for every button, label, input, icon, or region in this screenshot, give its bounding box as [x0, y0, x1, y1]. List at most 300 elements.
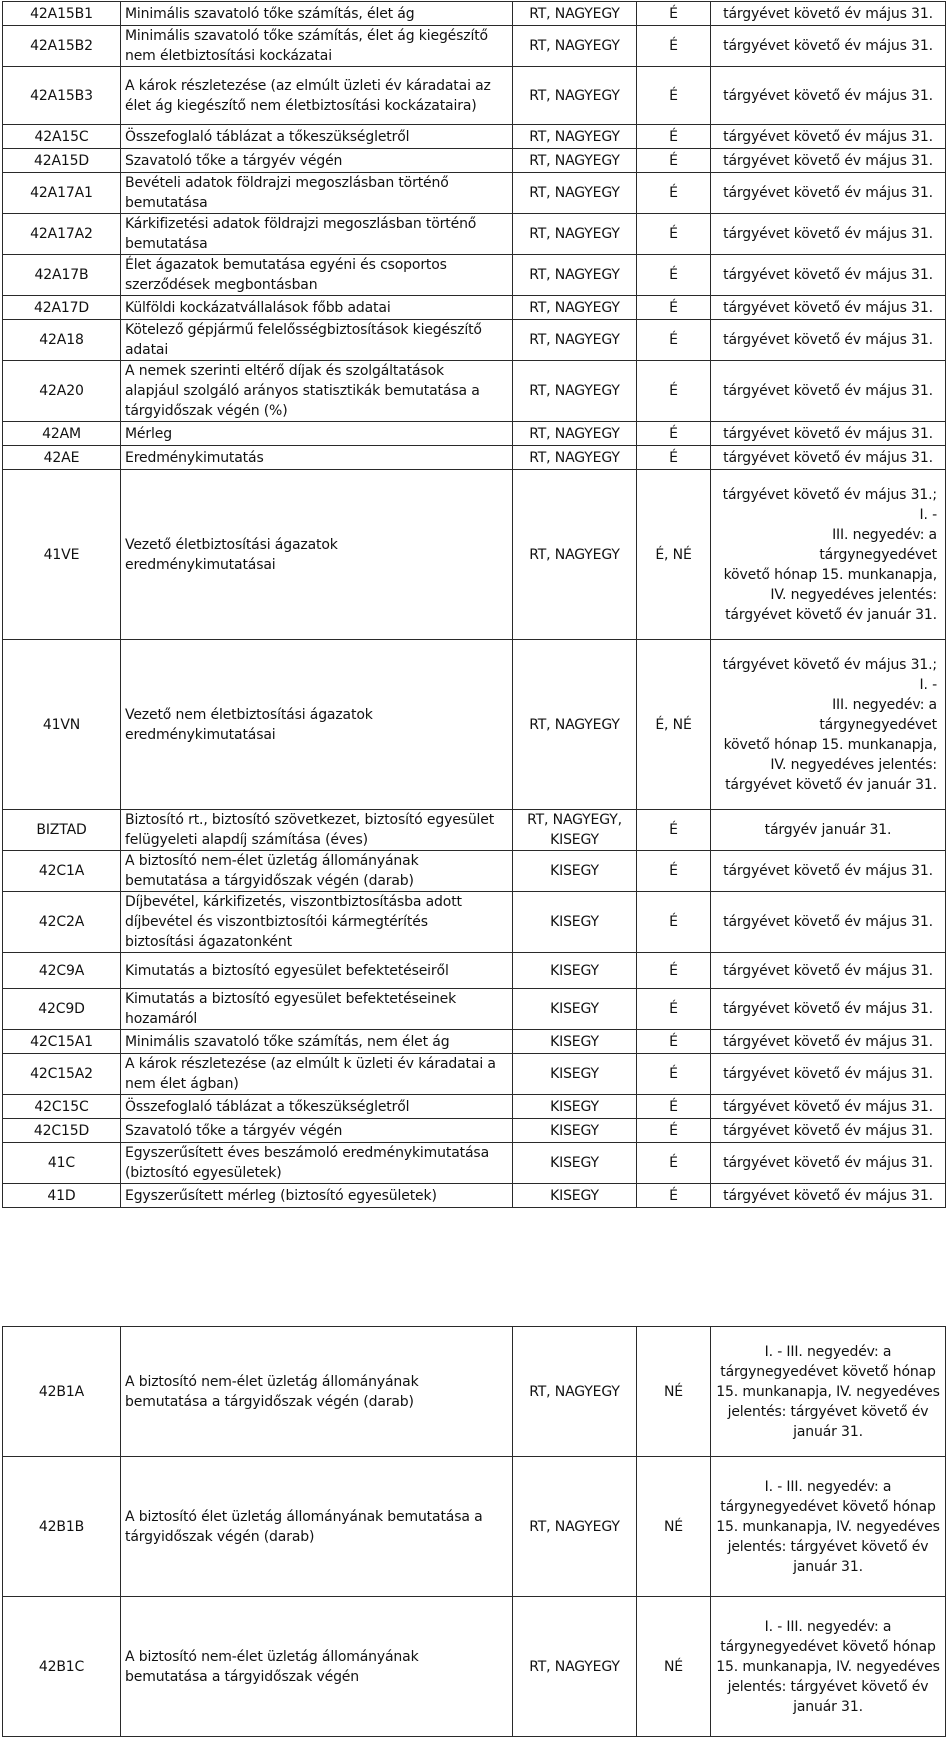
- scope-text: KISEGY: [550, 1122, 599, 1139]
- scope-text: RT, NAGYEGY: [529, 1383, 620, 1400]
- scope-text: RT, NAGYEGY: [529, 332, 620, 348]
- type-cell: [637, 149, 711, 173]
- form-code-text: 42C9A: [38, 962, 85, 979]
- scope-cell: [513, 640, 637, 810]
- form-code-cell: [3, 255, 121, 296]
- deadline-text: I. - III. negyedév: a tárgynegyedévet követő hónap 15. munkanapja, IV. negyedéves jelentés: tárgyévet követő év január 31.: [716, 1478, 940, 1575]
- type-cell: [637, 422, 711, 446]
- deadline-text: tárgyévet követő év május 31.: [723, 1098, 933, 1115]
- scope-text: RT, NAGYEGY: [529, 546, 620, 563]
- form-code-text: 42B1A: [38, 1383, 85, 1400]
- form-code-text: 41VN: [42, 716, 81, 733]
- scope-text: RT, NAGYEGY: [529, 716, 620, 733]
- type-text: É: [669, 449, 678, 466]
- reporting-table-quarterly: [2, 1326, 946, 1737]
- type-cell: [637, 320, 711, 361]
- form-name-text: Minimális szavatoló tőke számítás, nem élet ág: [125, 1033, 450, 1050]
- deadline-text: tárgyévet követő év május 31.: [723, 128, 933, 145]
- scope-cell: [513, 422, 637, 446]
- form-code-cell: [3, 640, 121, 810]
- table-row: [3, 640, 946, 810]
- type-cell: [637, 1054, 711, 1095]
- table-row: [3, 851, 946, 892]
- form-code-cell: [3, 470, 121, 640]
- type-text: É: [669, 299, 678, 316]
- deadline-cell: [711, 851, 946, 892]
- form-code-cell: [3, 1457, 121, 1597]
- type-text: NÉ: [663, 1658, 684, 1675]
- deadline-text: tárgyévet követő év május 31.: [723, 226, 933, 242]
- deadline-text: tárgyévet követő év május 31.: [723, 267, 933, 283]
- deadline-cell: [711, 1119, 946, 1143]
- form-name-text: Vezető életbiztosítási ágazatok eredménykimutatásai: [125, 536, 338, 573]
- form-name-text: Élet ágazatok bemutatása egyéni és csoportos szerződések megbontásban: [125, 257, 447, 293]
- form-name-text: Egyszerűsített éves beszámoló eredménykimutatása (biztosító egyesületek): [125, 1145, 489, 1181]
- form-code-text: 42C9D: [38, 1001, 85, 1017]
- scope-cell: [513, 892, 637, 953]
- form-name-cell: [121, 296, 513, 320]
- form-code-cell: [3, 67, 121, 125]
- form-name-cell: [121, 1597, 513, 1737]
- scope-text: RT, NAGYEGY: [529, 185, 620, 201]
- form-name-cell: [121, 1095, 513, 1119]
- deadline-text: tárgyévet követő év május 31.: [723, 185, 933, 201]
- form-code-cell: [3, 1054, 121, 1095]
- form-name-cell: [121, 2, 513, 26]
- table-row: [3, 446, 946, 470]
- type-text: É: [669, 1001, 678, 1017]
- deadline-text: tárgyévet követő év május 31.; I. - III. negyedév: a tárgynegyedévet követő hónap 15. munkanapja, IV. negyedéves jelentés: tárgyévet követő év január 31.: [722, 486, 937, 623]
- table-row: [3, 255, 946, 296]
- type-text: NÉ: [663, 1383, 684, 1400]
- table-row: [3, 422, 946, 446]
- reporting-table-main: [2, 1, 946, 1208]
- table-row: [3, 125, 946, 149]
- scope-cell: [513, 149, 637, 173]
- scope-cell: [513, 2, 637, 26]
- form-name-text: Összefoglaló táblázat a tőkeszükségletről: [125, 1098, 410, 1115]
- form-code-cell: [3, 2, 121, 26]
- deadline-cell: [711, 422, 946, 446]
- form-code-text: 42A17A2: [30, 226, 93, 242]
- form-name-cell: [121, 173, 513, 214]
- scope-text: RT, NAGYEGY: [529, 1658, 620, 1675]
- scope-cell: [513, 1327, 637, 1457]
- form-name-text: A károk részletezése (az elmúlt k üzleti év káradatai a nem élet ágban): [125, 1056, 496, 1092]
- deadline-cell: [711, 1184, 946, 1208]
- form-name-cell: [121, 1030, 513, 1054]
- deadline-text: tárgyévet követő év május 31.: [723, 914, 933, 930]
- deadline-text: tárgyévet követő év május 31.: [723, 1033, 933, 1050]
- form-name-text: Összefoglaló táblázat a tőkeszükségletről: [125, 128, 410, 145]
- type-cell: [637, 989, 711, 1030]
- table-row: [3, 470, 946, 640]
- scope-text: KISEGY: [550, 1098, 599, 1115]
- form-code-text: 42C15A2: [30, 1066, 93, 1082]
- type-text: É: [669, 822, 678, 838]
- deadline-text: tárgyévet követő év május 31.: [723, 87, 933, 104]
- deadline-text: tárgyévet követő év május 31.: [723, 449, 933, 466]
- scope-cell: [513, 1184, 637, 1208]
- type-cell: [637, 296, 711, 320]
- scope-text: RT, NAGYEGY: [529, 1518, 620, 1535]
- form-name-text: Kimutatás a biztosító egyesület befektetéseiről: [125, 962, 449, 979]
- type-text: É: [669, 1122, 678, 1139]
- type-cell: [637, 1327, 711, 1457]
- form-name-text: Minimális szavatoló tőke számítás, élet ág kiegészítő nem életbiztosítási kockázatai: [125, 28, 488, 64]
- type-text: É: [669, 152, 678, 169]
- form-name-text: Bevételi adatok földrajzi megoszlásban történő bemutatása: [125, 175, 449, 211]
- scope-cell: [513, 361, 637, 422]
- form-name-text: A biztosító nem-élet üzletág állományának bemutatása a tárgyidőszak végén (darab): [125, 1373, 419, 1410]
- deadline-text: tárgyévet követő év május 31.: [723, 1001, 933, 1017]
- type-cell: [637, 214, 711, 255]
- deadline-cell: [711, 1095, 946, 1119]
- form-code-cell: [3, 1030, 121, 1054]
- form-name-cell: [121, 892, 513, 953]
- scope-cell: [513, 1457, 637, 1597]
- form-code-text: 42C15C: [34, 1098, 89, 1115]
- table-row: [3, 892, 946, 953]
- form-name-text: Minimális szavatoló tőke számítás, élet ág: [125, 5, 415, 22]
- scope-text: KISEGY: [550, 1033, 599, 1050]
- scope-cell: [513, 1030, 637, 1054]
- type-cell: [637, 125, 711, 149]
- table-row: [3, 296, 946, 320]
- table-row: [3, 989, 946, 1030]
- form-name-cell: [121, 851, 513, 892]
- type-cell: [637, 26, 711, 67]
- form-code-cell: [3, 892, 121, 953]
- deadline-text: tárgyévet követő év május 31.: [723, 1155, 933, 1171]
- scope-text: RT, NAGYEGY: [529, 267, 620, 283]
- form-code-cell: [3, 361, 121, 422]
- deadline-cell: [711, 149, 946, 173]
- scope-cell: [513, 851, 637, 892]
- type-cell: [637, 1597, 711, 1737]
- table-row: [3, 173, 946, 214]
- type-text: É: [669, 962, 678, 979]
- deadline-cell: [711, 296, 946, 320]
- deadline-text: tárgyévet követő év május 31.: [723, 299, 933, 316]
- deadline-cell: [711, 2, 946, 26]
- form-code-cell: [3, 422, 121, 446]
- form-code-cell: [3, 1597, 121, 1737]
- table-row: [3, 1143, 946, 1184]
- form-name-cell: [121, 214, 513, 255]
- scope-text: KISEGY: [550, 914, 599, 930]
- form-name-cell: [121, 125, 513, 149]
- type-text: É: [669, 1066, 678, 1082]
- form-name-cell: [121, 989, 513, 1030]
- deadline-cell: [711, 320, 946, 361]
- deadline-text: tárgyévet követő év május 31.: [723, 152, 933, 169]
- form-name-text: A biztosító nem-élet üzletág állományának bemutatása a tárgyidőszak végén (darab): [125, 853, 419, 889]
- type-text: É: [669, 914, 678, 930]
- scope-text: RT, NAGYEGY: [529, 425, 620, 442]
- form-name-text: Szavatoló tőke a tárgyév végén: [125, 152, 343, 169]
- form-name-cell: [121, 26, 513, 67]
- table-row: [3, 1597, 946, 1737]
- type-cell: [637, 361, 711, 422]
- form-name-cell: [121, 361, 513, 422]
- form-code-cell: [3, 1327, 121, 1457]
- form-code-text: 41VE: [43, 546, 80, 563]
- form-name-text: Egyszerűsített mérleg (biztosító egyesületek): [125, 1187, 437, 1204]
- type-text: É: [669, 1098, 678, 1115]
- type-cell: [637, 640, 711, 810]
- deadline-text: tárgyévet követő év május 31.: [723, 383, 933, 399]
- form-name-text: Eredménykimutatás: [125, 449, 264, 466]
- type-cell: [637, 1143, 711, 1184]
- deadline-cell: [711, 470, 946, 640]
- deadline-cell: [711, 989, 946, 1030]
- form-code-text: 42B1B: [38, 1518, 85, 1535]
- scope-text: RT, NAGYEGY: [529, 152, 620, 169]
- table-row: [3, 810, 946, 851]
- form-code-text: 42A15B1: [30, 5, 93, 22]
- form-name-cell: [121, 446, 513, 470]
- form-code-cell: [3, 989, 121, 1030]
- table-row: [3, 361, 946, 422]
- scope-cell: [513, 173, 637, 214]
- form-code-cell: [3, 810, 121, 851]
- table-row: [3, 320, 946, 361]
- type-text: É: [669, 267, 678, 283]
- type-text: É, NÉ: [655, 716, 692, 733]
- form-code-text: 42A17B: [34, 267, 89, 283]
- form-name-cell: [121, 1143, 513, 1184]
- scope-text: KISEGY: [550, 962, 599, 979]
- table-row: [3, 1054, 946, 1095]
- scope-cell: [513, 67, 637, 125]
- table-row: [3, 1457, 946, 1597]
- deadline-text: I. - III. negyedév: a tárgynegyedévet követő hónap 15. munkanapja, IV. negyedéves jelentés: tárgyévet követő év január 31.: [716, 1343, 940, 1440]
- form-name-cell: [121, 255, 513, 296]
- type-text: É: [669, 128, 678, 145]
- form-name-cell: [121, 470, 513, 640]
- type-cell: [637, 1095, 711, 1119]
- type-text: É: [669, 185, 678, 201]
- type-text: NÉ: [663, 1518, 684, 1535]
- deadline-text: tárgyévet követő év május 31.: [723, 425, 933, 442]
- table-row: [3, 1184, 946, 1208]
- form-name-text: Díjbevétel, kárkifizetés, viszontbiztosításba adott díjbevétel és viszontbiztosítói kármegtérítés biztosítási ágazatonként: [125, 894, 462, 950]
- deadline-text: tárgyévet követő év május 31.: [723, 38, 933, 54]
- scope-cell: [513, 296, 637, 320]
- form-code-cell: [3, 26, 121, 67]
- form-code-text: 42C1A: [38, 863, 85, 879]
- type-text: É: [669, 1187, 678, 1204]
- scope-text: RT, NAGYEGY: [529, 87, 620, 104]
- deadline-text: tárgyévet követő év május 31.: [723, 5, 933, 22]
- type-text: É: [669, 332, 678, 348]
- scope-text: RT, NAGYEGY, KISEGY: [527, 812, 622, 848]
- type-text: É: [669, 383, 678, 399]
- table-row: [3, 26, 946, 67]
- type-text: É, NÉ: [655, 546, 692, 563]
- scope-text: RT, NAGYEGY: [529, 38, 620, 54]
- type-text: É: [669, 425, 678, 442]
- deadline-cell: [711, 361, 946, 422]
- type-text: É: [669, 1033, 678, 1050]
- form-name-text: Biztosító rt., biztosító szövetkezet, biztosító egyesület felügyeleti alapdíj számítása (éves): [125, 812, 495, 848]
- table-row: [3, 1095, 946, 1119]
- form-name-cell: [121, 640, 513, 810]
- scope-cell: [513, 953, 637, 989]
- type-cell: [637, 67, 711, 125]
- scope-cell: [513, 1095, 637, 1119]
- type-cell: [637, 1030, 711, 1054]
- deadline-cell: [711, 892, 946, 953]
- form-code-cell: [3, 296, 121, 320]
- form-name-cell: [121, 1457, 513, 1597]
- form-code-text: 42AE: [43, 449, 80, 466]
- scope-text: KISEGY: [550, 1001, 599, 1017]
- scope-cell: [513, 26, 637, 67]
- form-code-text: 42C2A: [38, 914, 85, 930]
- table-row: [3, 1327, 946, 1457]
- type-text: É: [669, 1155, 678, 1171]
- type-cell: [637, 810, 711, 851]
- form-code-cell: [3, 149, 121, 173]
- table-row: [3, 214, 946, 255]
- type-cell: [637, 173, 711, 214]
- scope-cell: [513, 1119, 637, 1143]
- form-code-cell: [3, 851, 121, 892]
- type-text: É: [669, 226, 678, 242]
- deadline-cell: [711, 1030, 946, 1054]
- type-cell: [637, 255, 711, 296]
- scope-text: KISEGY: [550, 1066, 599, 1082]
- scope-cell: [513, 1597, 637, 1737]
- scope-cell: [513, 214, 637, 255]
- form-code-cell: [3, 1184, 121, 1208]
- form-name-text: Vezető nem életbiztosítási ágazatok eredménykimutatásai: [125, 706, 373, 743]
- type-cell: [637, 1457, 711, 1597]
- deadline-text: tárgyévet követő év május 31.: [723, 1066, 933, 1082]
- table-row: [3, 1030, 946, 1054]
- type-cell: [637, 1119, 711, 1143]
- deadline-cell: [711, 810, 946, 851]
- form-name-text: Mérleg: [125, 425, 172, 442]
- type-cell: [637, 1184, 711, 1208]
- form-name-text: A biztosító élet üzletág állományának bemutatása a tárgyidőszak végén (darab): [125, 1508, 483, 1545]
- type-cell: [637, 851, 711, 892]
- form-code-cell: [3, 446, 121, 470]
- scope-text: KISEGY: [550, 1155, 599, 1171]
- form-code-text: 41D: [47, 1187, 76, 1204]
- scope-text: RT, NAGYEGY: [529, 449, 620, 466]
- scope-text: RT, NAGYEGY: [529, 299, 620, 316]
- deadline-text: tárgyév január 31.: [764, 822, 892, 838]
- table-row: [3, 953, 946, 989]
- scope-cell: [513, 470, 637, 640]
- form-name-cell: [121, 953, 513, 989]
- deadline-cell: [711, 640, 946, 810]
- form-name-text: A nemek szerinti eltérő díjak és szolgáltatások alapjául szolgáló arányos statisztikák bemutatása a tárgyidőszak végén (%): [125, 363, 480, 419]
- deadline-cell: [711, 26, 946, 67]
- form-name-cell: [121, 1327, 513, 1457]
- scope-text: RT, NAGYEGY: [529, 128, 620, 145]
- form-code-text: 42A15B2: [30, 38, 93, 54]
- type-cell: [637, 953, 711, 989]
- type-text: É: [669, 5, 678, 22]
- form-code-cell: [3, 1095, 121, 1119]
- deadline-text: tárgyévet követő év május 31.: [723, 962, 933, 979]
- deadline-text: tárgyévet követő év május 31.: [723, 1187, 933, 1204]
- form-name-cell: [121, 1184, 513, 1208]
- form-code-cell: [3, 214, 121, 255]
- form-name-cell: [121, 67, 513, 125]
- form-code-text: 42A18: [39, 332, 84, 348]
- form-code-text: 42A17A1: [30, 185, 93, 201]
- form-code-cell: [3, 125, 121, 149]
- type-text: É: [669, 863, 678, 879]
- type-text: É: [669, 38, 678, 54]
- deadline-cell: [711, 1597, 946, 1737]
- form-code-text: 42A17D: [33, 299, 90, 316]
- form-code-cell: [3, 1143, 121, 1184]
- deadline-cell: [711, 67, 946, 125]
- form-name-text: Külföldi kockázatvállalások főbb adatai: [125, 299, 391, 316]
- form-name-text: A biztosító nem-élet üzletág állományának bemutatása a tárgyidőszak végén: [125, 1648, 419, 1685]
- scope-cell: [513, 810, 637, 851]
- scope-text: RT, NAGYEGY: [529, 5, 620, 22]
- form-code-cell: [3, 953, 121, 989]
- deadline-text: tárgyévet követő év május 31.: [723, 1122, 933, 1139]
- deadline-cell: [711, 1327, 946, 1457]
- form-name-text: Kárkifizetési adatok földrajzi megoszlásban történő bemutatása: [125, 216, 477, 252]
- form-name-text: Kimutatás a biztosító egyesület befektetéseinek hozamáról: [125, 991, 457, 1027]
- form-code-text: 42A15B3: [30, 87, 93, 104]
- deadline-cell: [711, 214, 946, 255]
- form-code-text: 42A20: [39, 383, 84, 399]
- table-row: [3, 2, 946, 26]
- form-name-text: A károk részletezése (az elmúlt üzleti év káradatai az élet ág kiegészítő nem életbiztosítási kockázataira): [125, 77, 491, 114]
- deadline-cell: [711, 1457, 946, 1597]
- form-code-cell: [3, 1119, 121, 1143]
- deadline-cell: [711, 125, 946, 149]
- deadline-cell: [711, 953, 946, 989]
- deadline-text: tárgyévet követő év május 31.; I. - III. negyedév: a tárgynegyedévet követő hónap 15. munkanapja, IV. negyedéves jelentés: tárgyévet követő év január 31.: [722, 656, 937, 793]
- form-code-text: BIZTAD: [36, 822, 87, 838]
- type-cell: [637, 470, 711, 640]
- scope-text: RT, NAGYEGY: [529, 383, 620, 399]
- form-name-cell: [121, 422, 513, 446]
- scope-cell: [513, 125, 637, 149]
- form-code-text: 42C15A1: [30, 1033, 93, 1050]
- scope-cell: [513, 989, 637, 1030]
- scope-cell: [513, 255, 637, 296]
- type-cell: [637, 892, 711, 953]
- form-name-cell: [121, 1054, 513, 1095]
- deadline-cell: [711, 255, 946, 296]
- deadline-cell: [711, 446, 946, 470]
- form-code-text: 42B1C: [38, 1658, 85, 1675]
- table-row: [3, 1119, 946, 1143]
- form-name-cell: [121, 1119, 513, 1143]
- form-name-text: Kötelező gépjármű felelősségbiztosítások kiegészítő adatai: [125, 322, 482, 358]
- type-text: É: [669, 87, 678, 104]
- deadline-text: tárgyévet követő év május 31.: [723, 332, 933, 348]
- form-name-cell: [121, 149, 513, 173]
- table-row: [3, 149, 946, 173]
- scope-cell: [513, 1143, 637, 1184]
- type-cell: [637, 446, 711, 470]
- deadline-cell: [711, 1143, 946, 1184]
- scope-cell: [513, 1054, 637, 1095]
